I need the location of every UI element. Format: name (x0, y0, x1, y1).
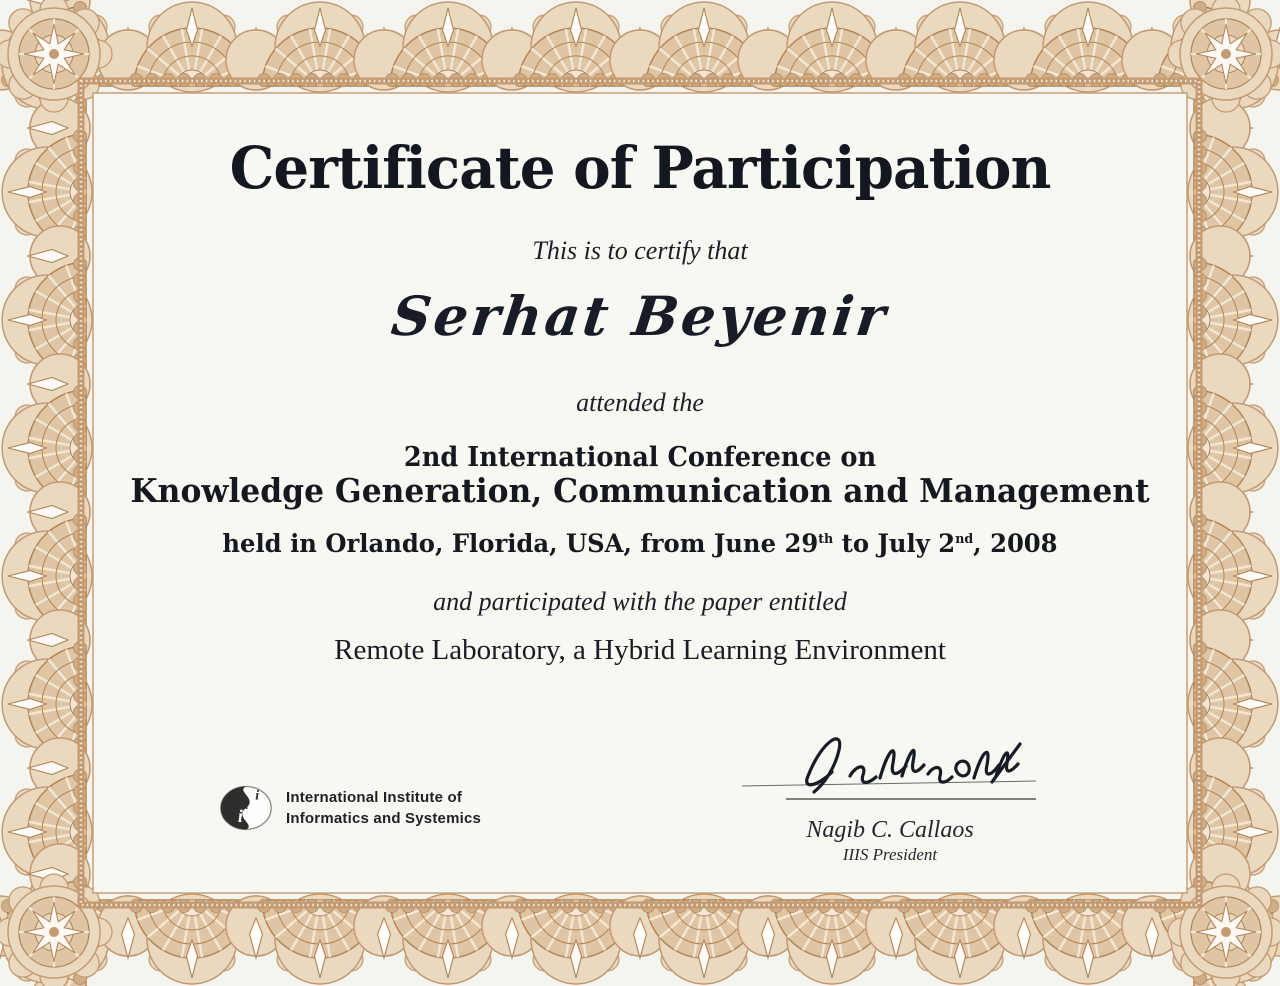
venue-superscript-nd: nd (955, 532, 974, 547)
logo-letter-i: i (237, 806, 243, 826)
paper-title: Remote Laboratory, a Hybrid Learning Environment (334, 634, 946, 666)
signatory-name: Nagib C. Callaos (806, 817, 974, 843)
logo-letter-i: i (255, 788, 260, 804)
issuer-block (218, 783, 481, 833)
issuer-name-line2: Informatics and Systemics (286, 810, 482, 827)
venue-date-line (111, 529, 1168, 558)
signature-block (740, 728, 1040, 865)
venue-part1: held in Orlando, Florida, USA, from June 29 (222, 529, 819, 558)
recipient-name: Serhat Beyenir (388, 284, 892, 348)
conference-name-line2: Knowledge Generation, Communication and Management (130, 471, 1150, 510)
venue-part3: , 2008 (973, 529, 1058, 558)
conference-name-line1: 2nd International Conference on (403, 442, 877, 473)
venue-part2: to July 2 (833, 529, 956, 558)
iiis-logo-icon (218, 783, 274, 833)
attended-line: attended the (576, 388, 704, 417)
signatory-title: IIIS President (842, 845, 938, 864)
certify-line: This is to certify that (532, 236, 748, 265)
logo-letter-i: i (245, 800, 249, 812)
issuer-name (286, 787, 481, 829)
venue-superscript-th: th (818, 532, 834, 547)
paper-intro-line: and participated with the paper entitled (433, 587, 847, 616)
signature-image (740, 728, 1040, 810)
issuer-name-line1: International Institute of (286, 789, 463, 806)
certificate-title: Certificate of Participation (229, 134, 1051, 202)
